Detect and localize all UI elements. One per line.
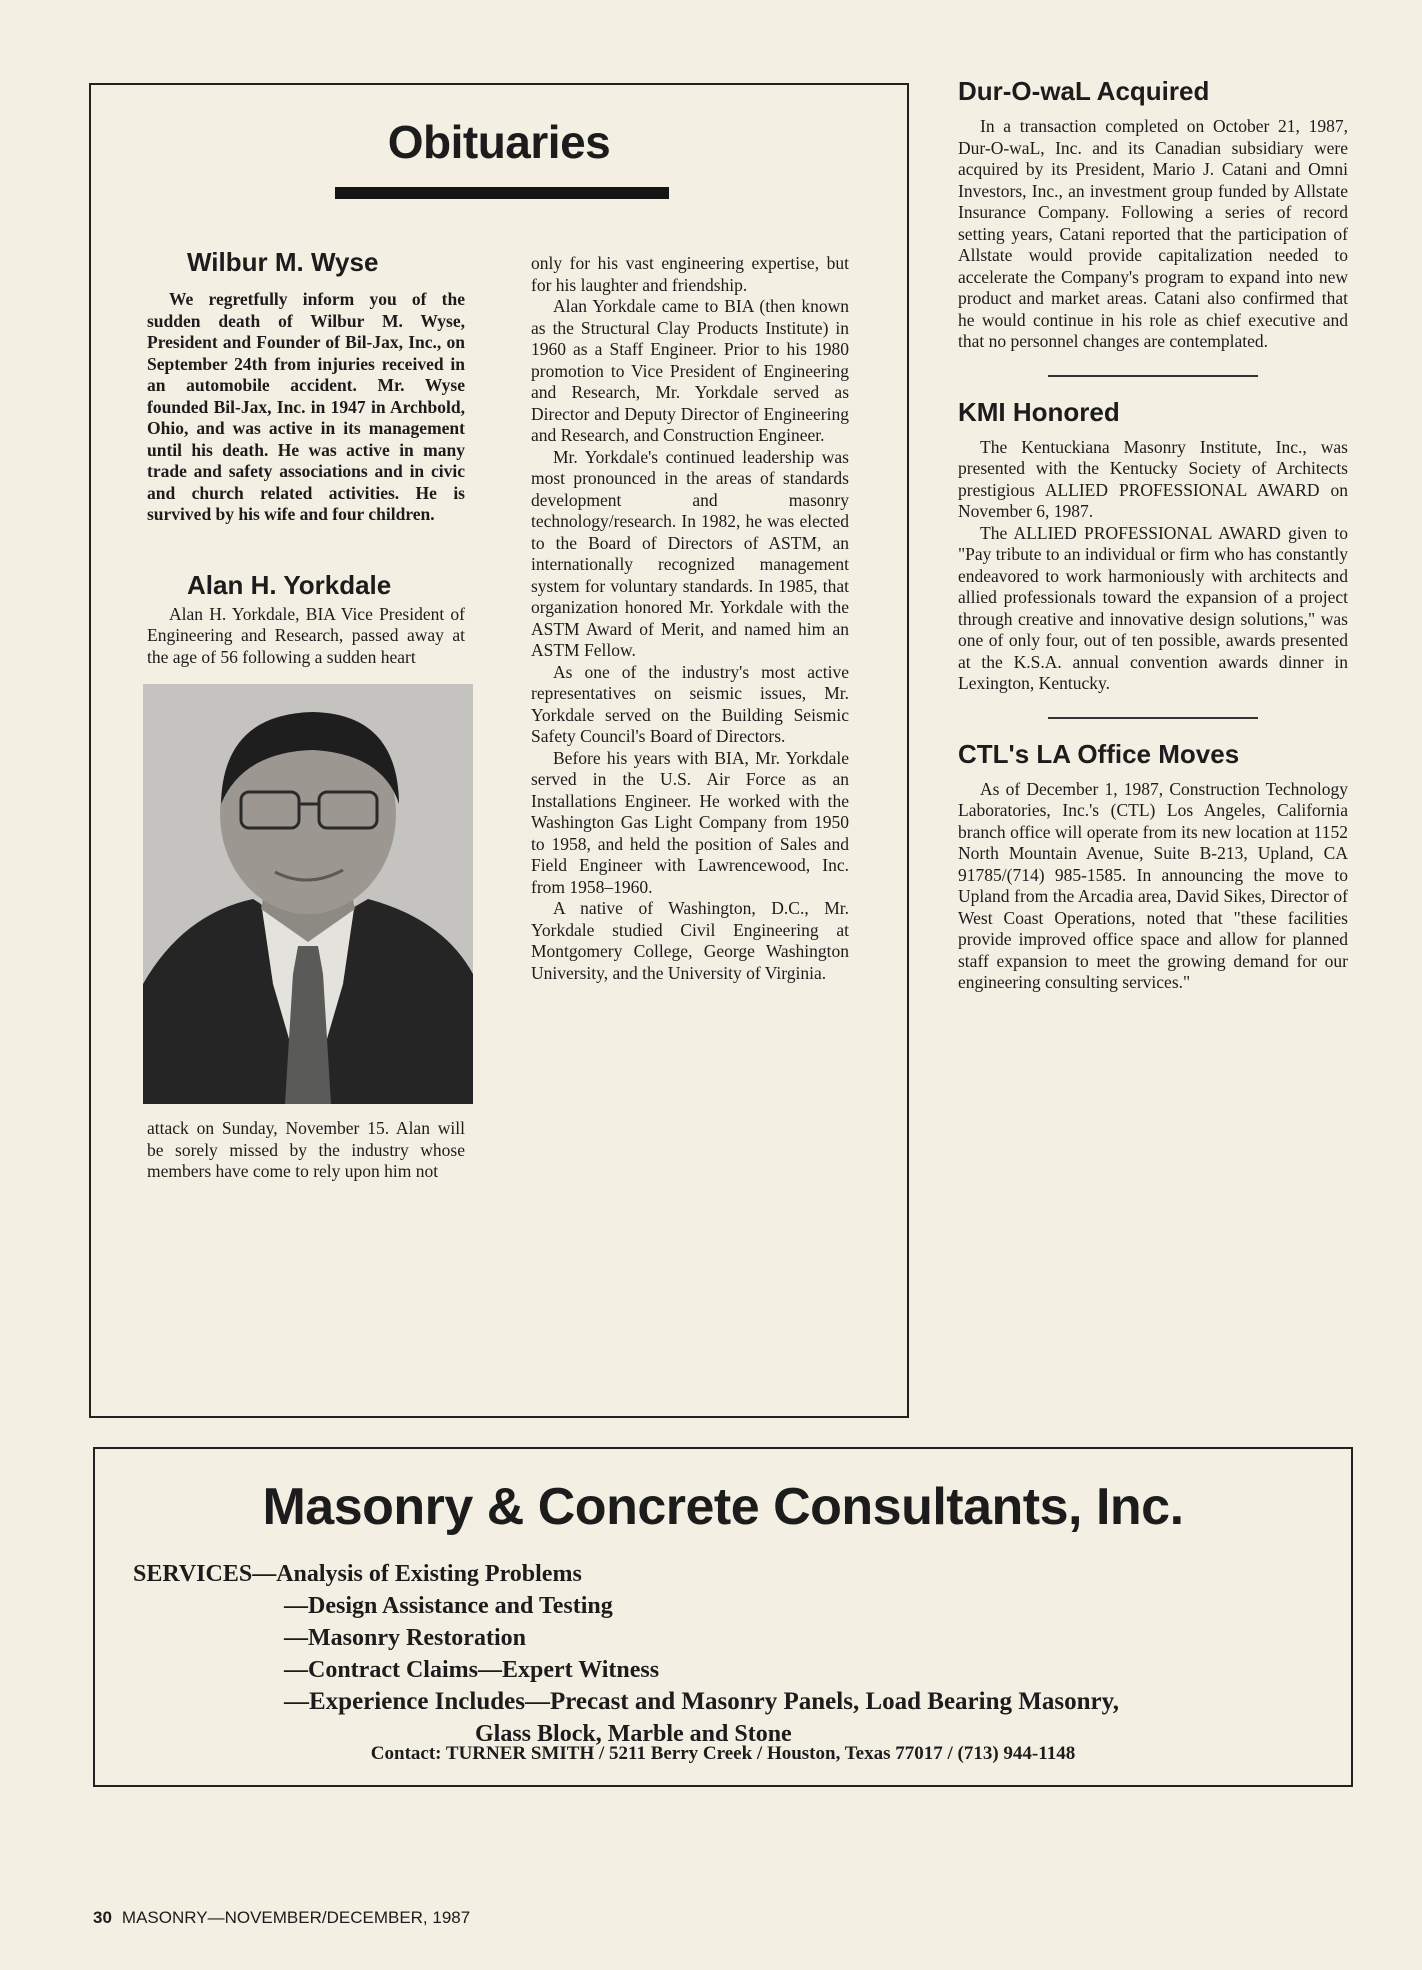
ad-title: Masonry & Concrete Consultants, Inc.: [262, 1478, 1184, 1536]
kmi-p2: The ALLIED PROFESSIONAL AWARD given to "Pay tribute to an individual or firm who has constantly endeavored to work harmoniously with architects and allied professionals toward the expansion of a project through creative and innovative design solutions," was one of only four, out of ten possible, awards presented at the K.S.A. annual convention awards dinner in Lexington, Kentucky.: [958, 522, 1348, 693]
wyse-body: We regretfully inform you of the sudden death of Wilbur M. Wyse, President and Founder of Bil-Jax, Inc., on September 24th from injuries received in an automobile accident. Mr. Wyse founded Bil-Jax, Inc. in 1947 in Archbold, Ohio, and was active in its management until his death. He was active in many trade and safety associations and in civic and church related activities. He is survived by his wife and four children.: [147, 289, 465, 524]
kmi-heading: KMI Honored: [958, 396, 1120, 427]
yorkdale-portrait-image: [143, 684, 473, 1104]
title-rule: [335, 187, 669, 199]
footer-text: MASONRY—NOVEMBER/DECEMBER, 1987: [121, 1908, 471, 1927]
obituaries-title: Obituaries: [387, 116, 611, 168]
yorkdale-p1-cont: only for his vast engineering expertise, but for his laughter and friendship.: [531, 253, 849, 295]
ctl-body: As of December 1, 1987, Construction Technology Laboratories, Inc.'s (CTL) Los Angeles, California branch office will operate from its new location at 1152 North Mountain Avenue, Suite B-213, Upland, CA 91785/(714) 985-1585. In announcing the move to Upland from the Arcadia area, David Sikes, Director of West Coast Operations, noted that "these facilities provide improved office space and allow for planned staff expansion to meet the growing demand for our engineering consulting services.": [958, 778, 1348, 992]
yorkdale-photo: [143, 684, 473, 1104]
ad-contact: Contact: TURNER SMITH / 5211 Berry Creek / Houston, Texas 77017 / (713) 944-1148: [370, 1743, 1076, 1764]
obituaries-box: [89, 83, 909, 1418]
kmi-p1: The Kentuckiana Masonry Institute, Inc., was presented with the Kentucky Society of Architects prestigious ALLIED PROFESSIONAL AWARD on November 6, 1987.: [958, 436, 1348, 521]
yorkdale-p4: As one of the industry's most active representatives on seismic issues, Mr. Yorkdale served on the Building Seismic Safety Council's Board of Directors.: [531, 661, 849, 746]
page-footer: [93, 1908, 470, 1928]
ad-service-line: Glass Block, Marble and Stone: [475, 1721, 792, 1747]
ad-service-line: SERVICES—Analysis of Existing Problems: [133, 1561, 582, 1587]
yorkdale-p1-start: Alan H. Yorkdale, BIA Vice President of Engineering and Research, passed away at the age of 56 following a sudden heart: [147, 603, 465, 667]
yorkdale-name: Alan H. Yorkdale: [187, 569, 392, 600]
section-divider: [1048, 717, 1258, 719]
yorkdale-p1-end: attack on Sunday, November 15. Alan will be sorely missed by the industry whose members have come to rely upon him not: [147, 1118, 465, 1181]
section-divider: [1048, 375, 1258, 377]
obituaries-column-1: [147, 247, 465, 1183]
ad-box: [93, 1447, 1353, 1787]
durowal-heading: Dur-O-waL Acquired: [958, 76, 1210, 106]
yorkdale-p5: Before his years with BIA, Mr. Yorkdale served in the U.S. Air Force as an Installations Engineer. He worked with the Washington Gas Light Company from 1950 to 1958, and held the position of Sales and Field Engineer with Lawrencewood, Inc. from 1958–1960.: [531, 747, 849, 897]
yorkdale-p2: Alan Yorkdale came to BIA (then known as the Structural Clay Products Institute) in 1960 as a Staff Engineer. Prior to his 1980 promotion to Vice President of Engineering and Research, Mr. Yorkdale served as Director and Deputy Director of Engineering and Research, and Construction Engineer.: [531, 296, 849, 445]
ctl-heading: CTL's LA Office Moves: [958, 738, 1240, 769]
ad-service-line: —Design Assistance and Testing: [284, 1593, 613, 1619]
obituaries-column-2: [531, 253, 849, 984]
durowal-body: In a transaction completed on October 21, 1987, Dur-O-waL, Inc. and its Canadian subsidiary were acquired by its President, Mario J. Catani and Omni Investors, Inc., an investment group funded by Allstate Insurance Company. Following a series of record setting years, Catani reported that the participation of Allstate would provide capitalization needed to accelerate the Company's program to expand into new product and market areas. Catani also confirmed that he would continue in his role as chief executive and that no personnel changes are contemplated.: [958, 116, 1348, 351]
yorkdale-p3: Mr. Yorkdale's continued leadership was most pronounced in the areas of standards development and masonry technology/research. In 1982, he was elected to the Board of Directors of ASTM, an internationally recognized management system for voluntary standards. In 1985, that organization honored Mr. Yorkdale with the ASTM Award of Merit, and named him an ASTM Fellow.: [531, 446, 849, 660]
ad-service-line: —Masonry Restoration: [284, 1625, 526, 1651]
page-number: 30: [93, 1908, 112, 1927]
wyse-name: Wilbur M. Wyse: [187, 247, 379, 277]
news-column: [958, 76, 1348, 994]
yorkdale-p6: A native of Washington, D.C., Mr. Yorkdale studied Civil Engineering at Montgomery College, George Washington University, and the University of Virginia.: [531, 898, 849, 983]
ad-service-line: —Experience Includes—Precast and Masonry Panels, Load Bearing Masonry,: [284, 1688, 1119, 1715]
ad-service-line: —Contract Claims—Expert Witness: [284, 1657, 660, 1683]
